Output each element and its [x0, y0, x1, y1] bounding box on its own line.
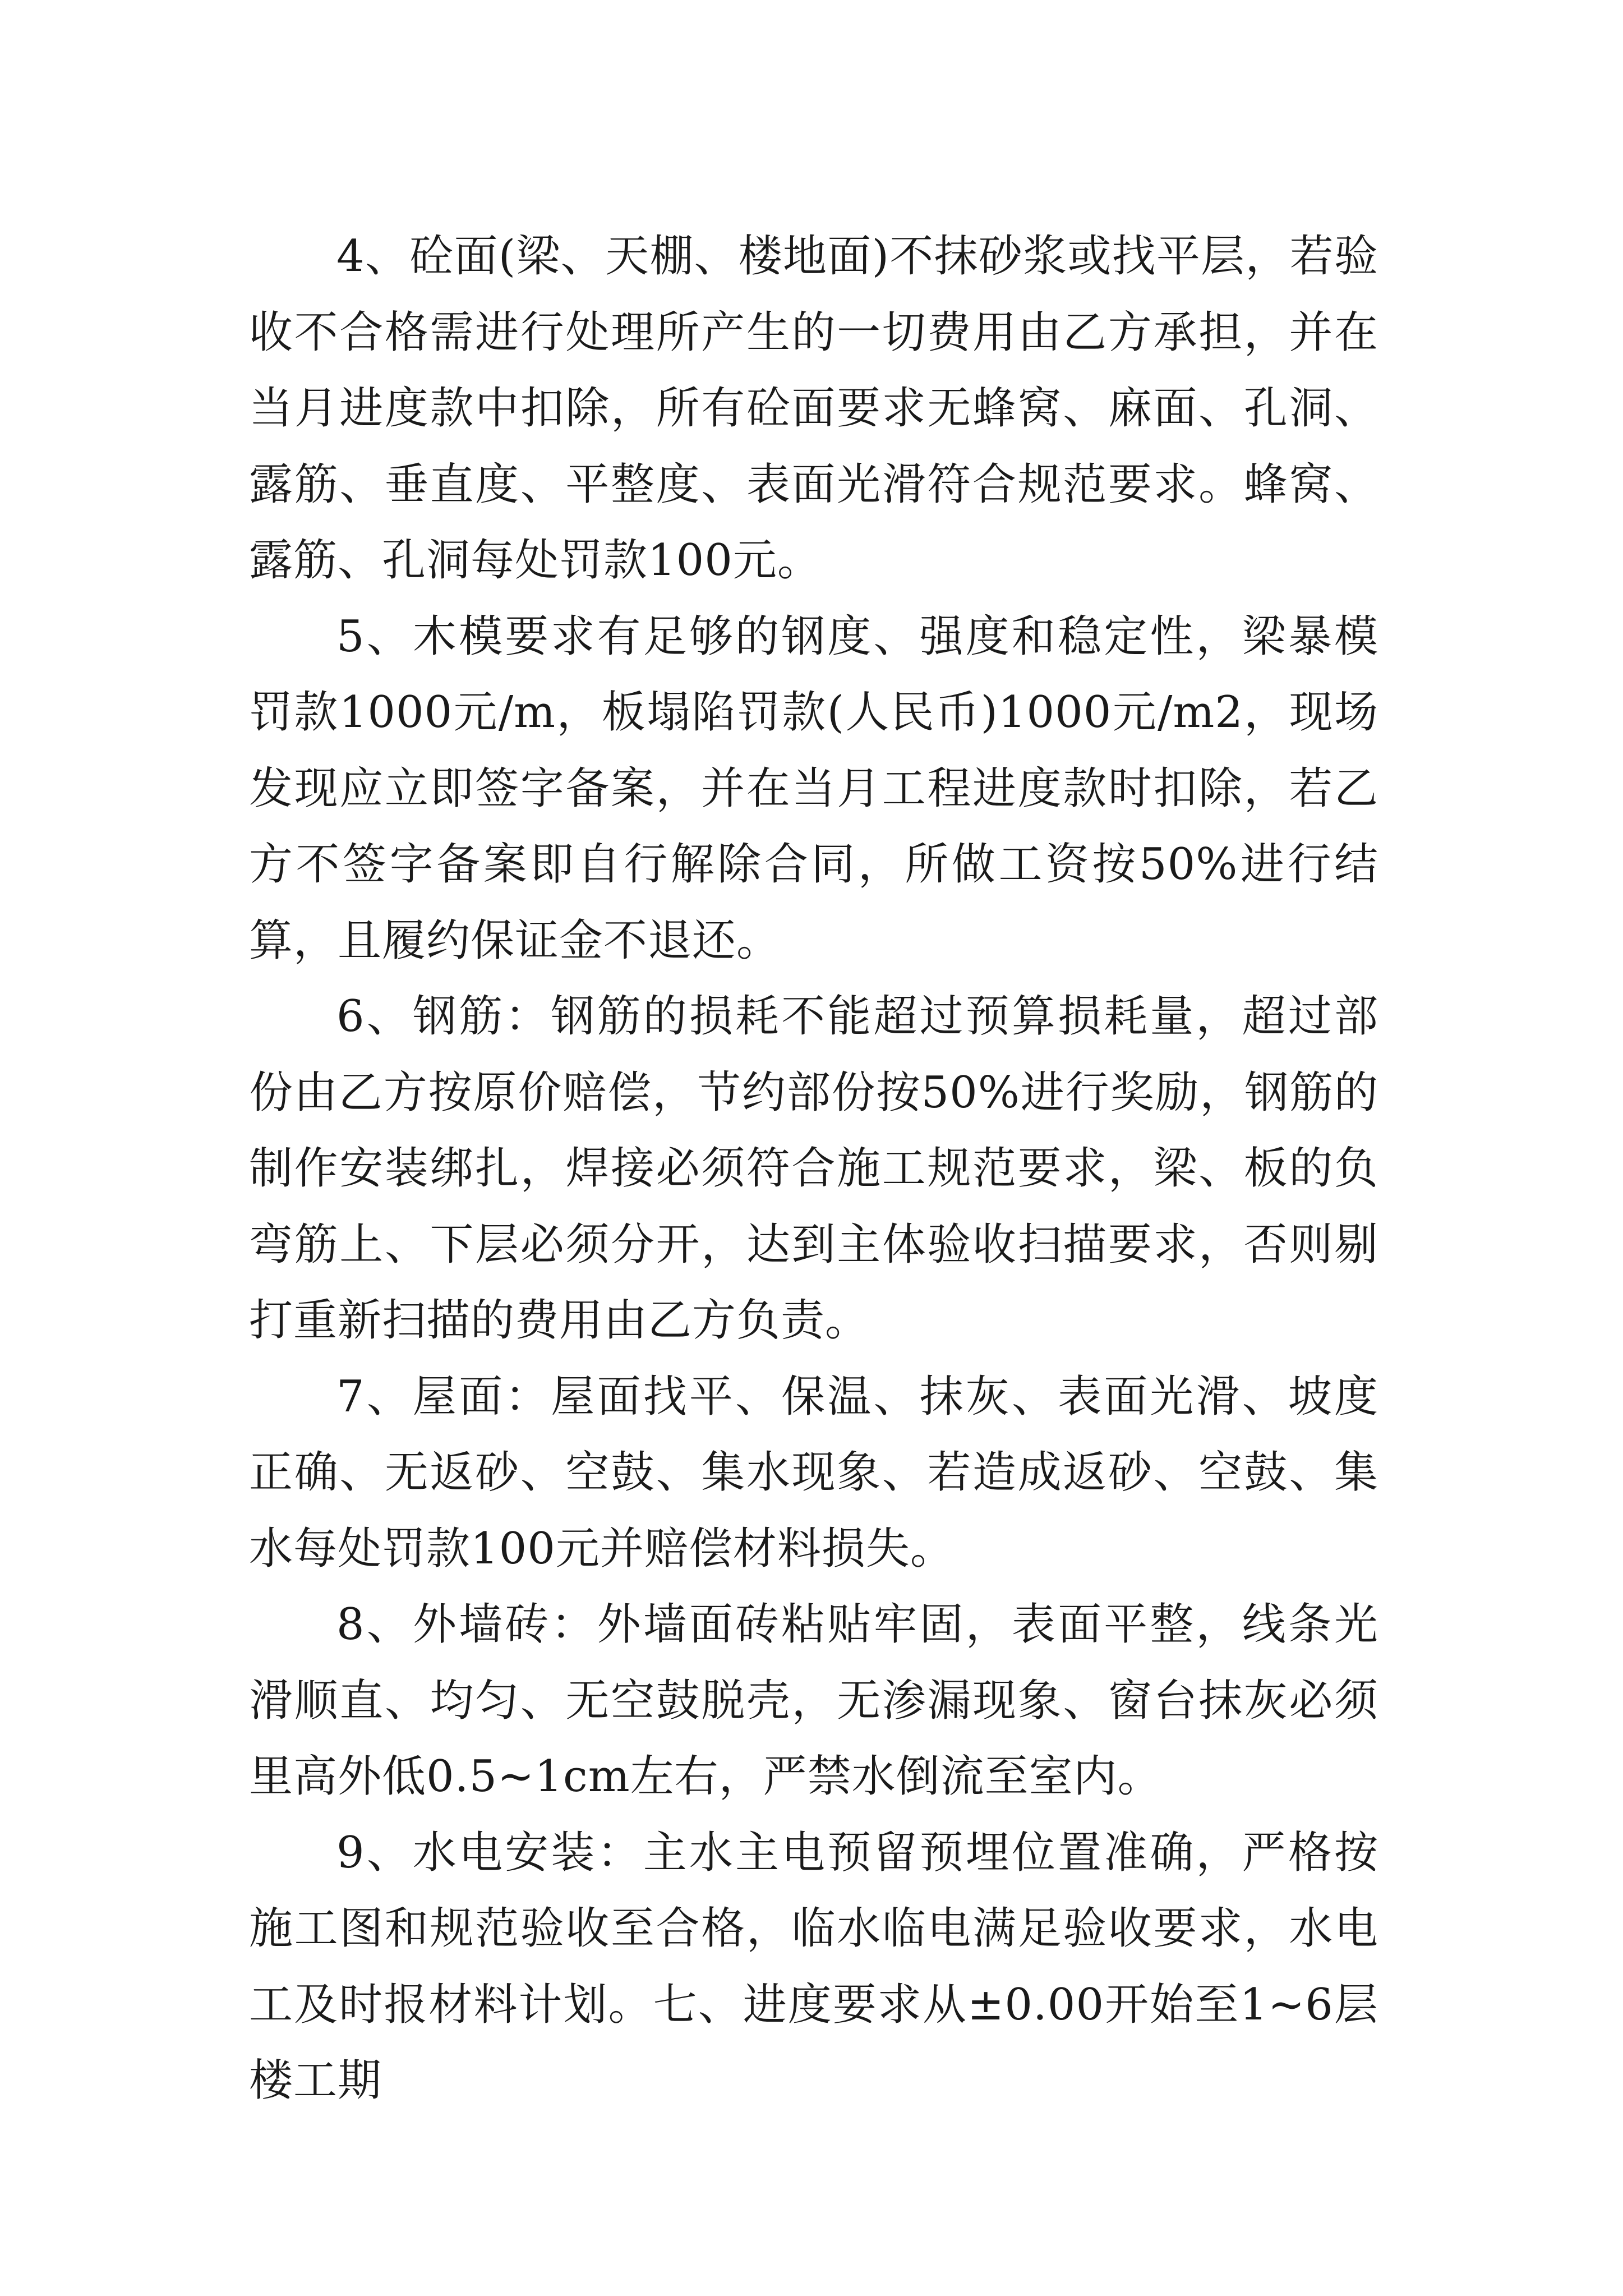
paragraph-item-4: 4、砼面(梁、天棚、楼地面)不抹砂浆或找平层，若验收不合格需进行处理所产生的一切费用由乙方承担，并在当月进度款中扣除，所有砼面要求无蜂窝、麻面、孔洞、露筋、垂直度、平整度、表面光滑符合规范要求。蜂窝、露筋、孔洞每处罚款100元。 — [249, 231, 1378, 586]
document-body — [249, 219, 1378, 2119]
paragraph-item-6: 6、钢筋：钢筋的损耗不能超过预算损耗量，超过部份由乙方按原价赔偿，节约部份按50%进行奖励，钢筋的制作安装绑扎，焊接必须符合施工规范要求，梁、板的负弯筋上、下层必须分开，达到主体验收扫描要求，否则剔打重新扫描的费用由乙方负责。 — [249, 991, 1378, 1346]
paragraph-item-8: 8、外墙砖：外墙面砖粘贴牢固，表面平整，线条光滑顺直、均匀、无空鼓脱壳，无渗漏现象、窗台抹灰必须里高外低0.5~1cm左右，严禁水倒流至室内。 — [249, 1599, 1378, 1802]
paragraph-item-9: 9、水电安装：主水主电预留预埋位置准确，严格按施工图和规范验收至合格，临水临电满足验收要求，水电工及时报材料计划。七、进度要求从±0.00开始至1~6层楼工期 — [249, 1827, 1378, 2106]
paragraph-item-7: 7、屋面：屋面找平、保温、抹灰、表面光滑、坡度正确、无返砂、空鼓、集水现象、若造成返砂、空鼓、集水每处罚款100元并赔偿材料损失。 — [249, 1371, 1378, 1574]
paragraph-item-5: 5、木模要求有足够的钢度、强度和稳定性，梁暴模罚款1000元/m，板塌陷罚款(人民币)1000元/m2，现场发现应立即签字备案，并在当月工程进度款时扣除，若乙方不签字备案即自行解除合同，所做工资按50%进行结算，且履约保证金不退还。 — [249, 611, 1378, 966]
